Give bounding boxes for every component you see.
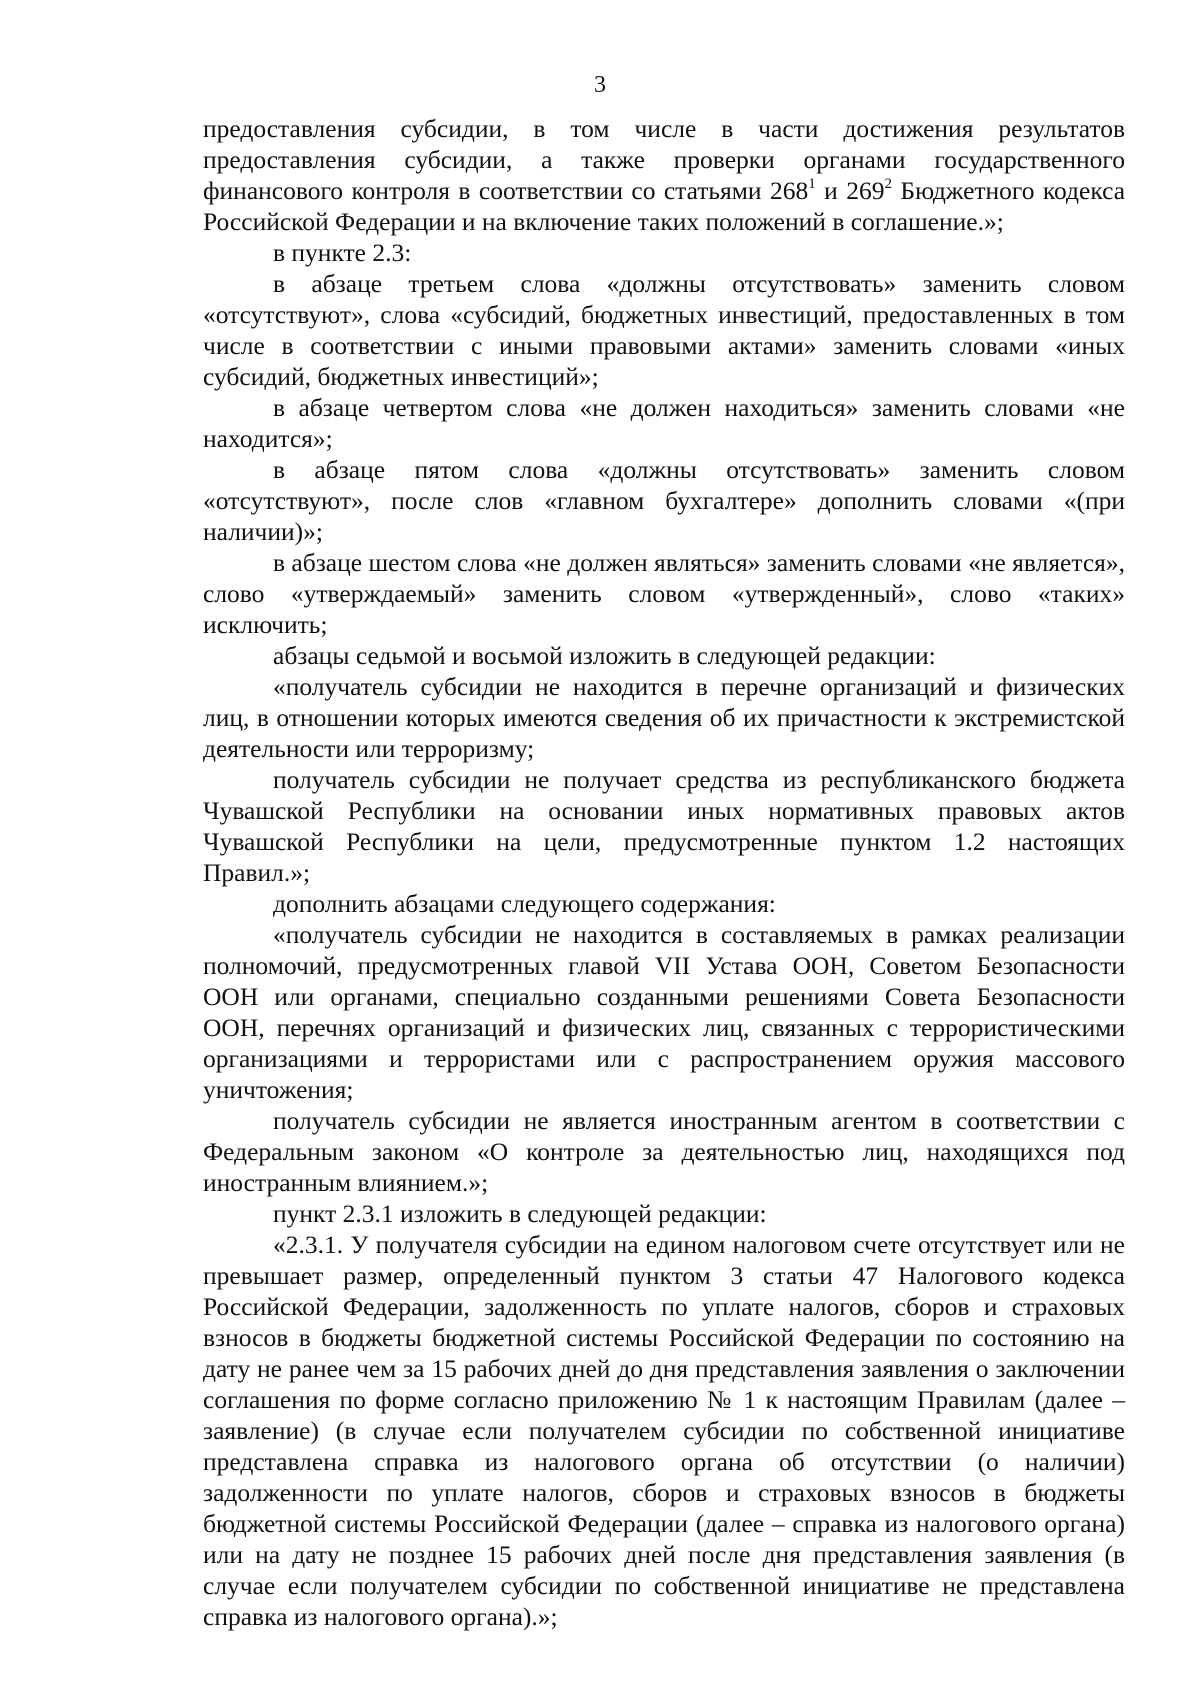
page-number: 3 bbox=[594, 72, 606, 98]
paragraph-11: «получатель субсидии не находится в составляемых в рамках реализации полномочий, предусмотренных главой VII Устава ООН, Советом Безопасности ООН или органами, специально созданными решениями Совета Безопасности ООН, перечнях организаций и физических лиц, связанных с террористическими организациями и террористами или с распространением оружия массового уничтожения; bbox=[203, 920, 1125, 1104]
article-268-superscript: 1 bbox=[808, 176, 816, 192]
paragraph-12: получатель субсидии не является иностранным агентом в соответствии с Федеральным законом «О контроле за деятельностью лиц, находящихся под иностранным влиянием.»; bbox=[203, 1106, 1125, 1197]
paragraph-9: получатель субсидии не получает средства из республиканского бюджета Чувашской Республики на основании иных нормативных правовых актов Чувашской Республики на цели, предусмотренные пунктом 1.2 настоящих Правил.»; bbox=[203, 765, 1125, 887]
paragraph-1-ending: Бюджетного кодекса Российской Федерации и на включение таких положений в соглашение.»; bbox=[203, 176, 1126, 236]
paragraph-13: пункт 2.3.1 изложить в следующей редакции: bbox=[273, 1199, 767, 1228]
paragraph-8: «получатель субсидии не находится в перечне организаций и физических лиц, в отношении которых имеются сведения об их причастности к экстремистской деятельности или терроризму; bbox=[203, 672, 1125, 763]
paragraph-7: абзацы седьмой и восьмой изложить в следующей редакции: bbox=[273, 641, 936, 670]
paragraph-4: в абзаце четвертом слова «не должен находиться» заменить словами «не находится»; bbox=[203, 393, 1125, 453]
document-body bbox=[203, 113, 1125, 1632]
paragraph-1-text: предоставления субсидии, в том числе в части достижения результатов предоставления субсидии, а также проверки органами государственного финансового контроля в соответствии со статьями bbox=[203, 114, 1125, 205]
article-269-superscript: 2 bbox=[884, 176, 892, 192]
article-269: 269 bbox=[846, 176, 885, 205]
paragraph-6: в абзаце шестом слова «не должен являться» заменить словами «не является», слово «утверждаемый» заменить словом «утвержденный», слово «таких» исключить; bbox=[203, 548, 1125, 639]
paragraph-10: дополнить абзацами следующего содержания: bbox=[273, 889, 776, 918]
conjunction-and: и bbox=[824, 176, 838, 205]
paragraph-2: в пункте 2.3: bbox=[273, 238, 412, 267]
paragraph-1 bbox=[203, 113, 1125, 237]
paragraph-3: в абзаце третьем слова «должны отсутствовать» заменить словом «отсутствуют», слова «субсидий, бюджетных инвестиций, предоставленных в том числе в соответствии с иными правовыми актами» заменить словами «иных субсидий, бюджетных инвестиций»; bbox=[203, 269, 1125, 391]
paragraph-14: «2.3.1. У получателя субсидии на едином налоговом счете отсутствует или не превышает размер, определенный пунктом 3 статьи 47 Налогового кодекса Российской Федерации, задолженность по уплате налогов, сборов и страховых взносов в бюджеты бюджетной системы Российской Федерации по состоянию на дату не ранее чем за 15 рабочих дней до дня представления заявления о заключении соглашения по форме согласно приложению № 1 к настоящим Правилам (далее – заявление) (в случае если получателем субсидии по собственной инициативе представлена справка из налогового органа об отсутствии (о наличии) задолженности по уплате налогов, сборов и страховых взносов в бюджеты бюджетной системы Российской Федерации (далее – справка из налогового органа) или на дату не позднее 15 рабочих дней после дня представления заявления (в случае если получателем субсидии по собственной инициативе не представлена справка из налогового органа).»; bbox=[203, 1230, 1125, 1631]
article-268: 268 bbox=[770, 176, 809, 205]
paragraph-5: в абзаце пятом слова «должны отсутствовать» заменить словом «отсутствуют», после слов «главном бухгалтере» дополнить словами «(при наличии)»; bbox=[203, 455, 1125, 546]
